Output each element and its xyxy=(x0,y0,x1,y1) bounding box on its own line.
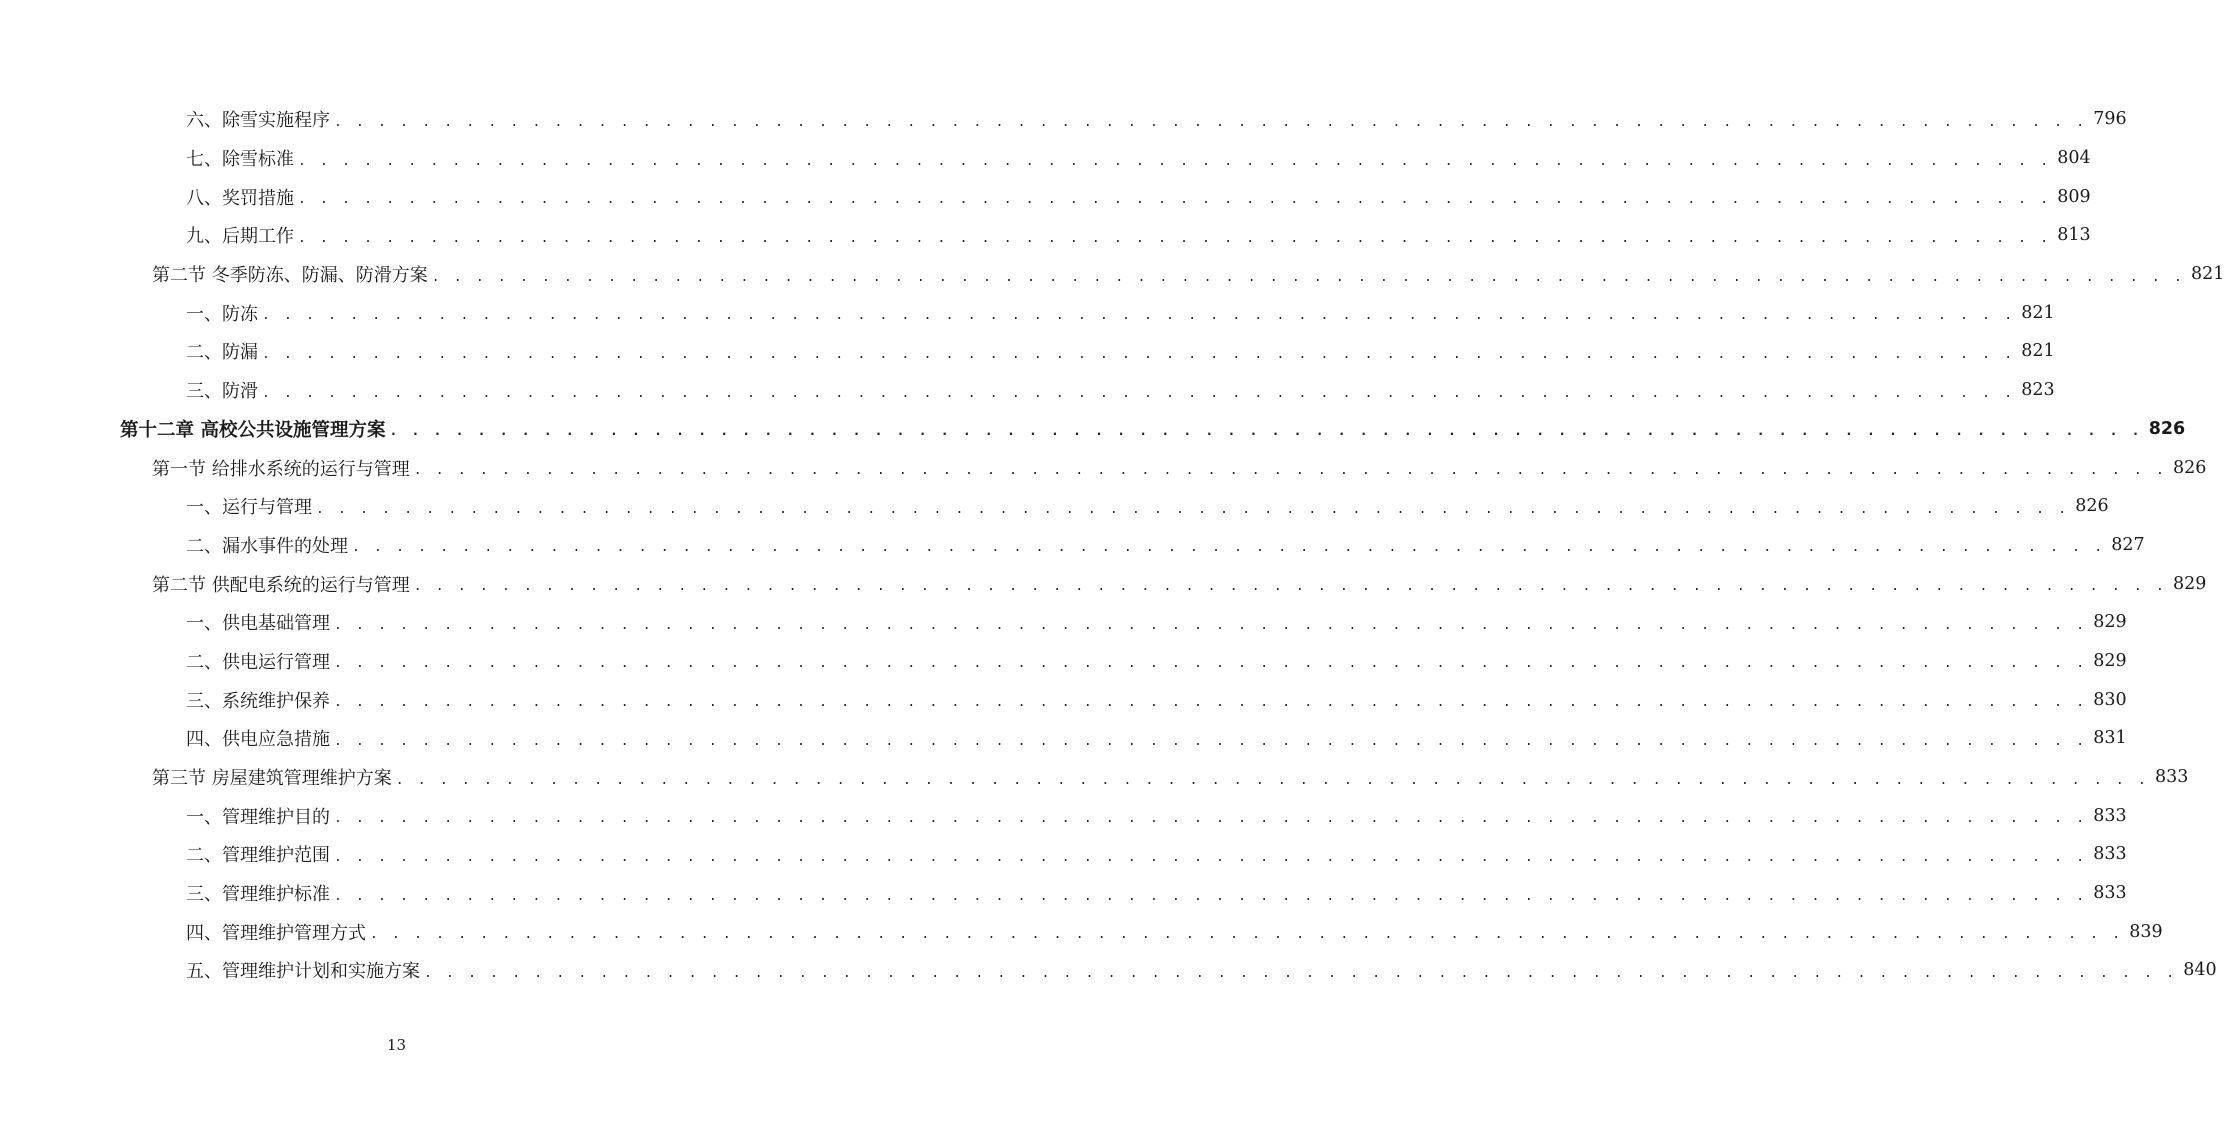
dot-leader: . . . . . . . . . . . . . . . . . . . . . . . . . . . . . . . . . . . . . . . . . . . . . . . . . . . . . . . . . . . . . . . . . . . . . . . . . . . . . . . . xyxy=(334,617,2088,633)
dot-leader: . . . . . . . . . . . . . . . . . . . . . . . . . . . . . . . . . . . . . . . . . . . . . . . . . . . . . . . . . . . . . . . . . . . . . . . . . . . . . . . . xyxy=(413,579,2167,595)
dot-leader: . . . . . . . . . . . . . . . . . . . . . . . . . . . . . . . . . . . . . . . . . . . . . . . . . . . . . . . . . . . . . . . . . . . . . . . . . . . . . . . . xyxy=(298,153,2052,169)
toc-entry-page: 829 xyxy=(2172,573,2207,594)
toc-entry-title: 第二节 冬季防冻、防漏、防滑方案 xyxy=(152,261,432,287)
toc-entry-title: 八、奖罚措施 xyxy=(186,184,298,210)
dot-leader: . . . . . . . . . . . . . . . . . . . . . . . . . . . . . . . . . . . . . . . . . . . . . . . . . . . . . . . . . . . . . . . . . . . . . . . . . . . . . . . . xyxy=(262,346,2016,362)
dot-leader: . . . . . . . . . . . . . . . . . . . . . . . . . . . . . . . . . . . . . . . . . . . . . . . . . . . . . . . . . . . . . . . . . . . . . . . . . . . . . . . . xyxy=(262,385,2016,401)
toc-entry-page: 833 xyxy=(2093,805,2127,826)
toc-entry-section[interactable] xyxy=(152,255,2224,294)
toc-entry-page: 809 xyxy=(2057,186,2091,207)
toc-entry-title: 五、管理维护计划和实施方案 xyxy=(186,957,424,983)
table-of-contents xyxy=(0,100,2224,990)
toc-entry-item[interactable] xyxy=(186,912,2163,951)
toc-entry-page: 831 xyxy=(2093,728,2127,749)
toc-entry-item[interactable] xyxy=(186,603,2127,642)
toc-entry-page: 829 xyxy=(2093,612,2127,633)
dot-leader: . . . . . . . . . . . . . . . . . . . . . . . . . . . . . . . . . . . . . . . . . . . . . . . . . . . . . . . . . . . . . . . . . . . . . . . . . . . . . . . . xyxy=(370,927,2124,943)
toc-entry-page: 833 xyxy=(2093,844,2127,865)
toc-entry-item[interactable] xyxy=(186,332,2055,371)
dot-leader: . . . . . . . . . . . . . . . . . . . . . . . . . . . . . . . . . . . . . . . . . . . . . . . . . . . . . . . . . . . . . . . . . . . . . . . . . . . . . . . . xyxy=(334,695,2088,711)
toc-entry-section[interactable] xyxy=(152,564,2207,603)
toc-entry-page: 796 xyxy=(2093,109,2127,130)
toc-entry-item[interactable] xyxy=(186,796,2127,835)
toc-entry-item[interactable] xyxy=(186,874,2127,913)
dot-leader: . . . . . . . . . . . . . . . . . . . . . . . . . . . . . . . . . . . . . . . . . . . . . . . . . . . . . . . . . . . . . . . . . . . . . . . . . . . . . . . . xyxy=(424,965,2178,981)
toc-entry-item[interactable] xyxy=(186,719,2127,758)
toc-entry-title: 二、漏水事件的处理 xyxy=(186,532,352,558)
dot-leader: . . . . . . . . . . . . . . . . . . . . . . . . . . . . . . . . . . . . . . . . . . . . . . . . . . . . . . . . . . . . . . . . . . . . . . . . . . . . . . . . xyxy=(413,463,2167,479)
toc-entry-item[interactable] xyxy=(186,371,2055,410)
toc-entry-title: 三、管理维护标准 xyxy=(186,880,334,906)
toc-entry-title: 七、除雪标准 xyxy=(186,145,298,171)
toc-entry-page: 826 xyxy=(2172,457,2207,478)
dot-leader: . . . . . . . . . . . . . . . . . . . . . . . . . . . . . . . . . . . . . . . . . . . . . . . . . . . . . . . . . . . . . . . . . . . . . . . . . . . . . . . . xyxy=(395,772,2149,788)
toc-entry-section[interactable] xyxy=(152,758,2189,797)
dot-leader: . . . . . . . . . . . . . . . . . . . . . . . . . . . . . . . . . . . . . . . . . . . . . . . . . . . . . . . . . . . . . . . . . . . . . . . . . . . . . . . . xyxy=(334,811,2088,827)
toc-entry-title: 一、管理维护目的 xyxy=(186,803,334,829)
toc-entry-page: 823 xyxy=(2021,380,2055,401)
toc-entry-item[interactable] xyxy=(186,680,2127,719)
toc-entry-item[interactable] xyxy=(186,216,2091,255)
toc-entry-title: 第十二章 高校公共设施管理方案 xyxy=(120,416,389,442)
dot-leader: . . . . . . . . . . . . . . . . . . . . . . . . . . . . . . . . . . . . . . . . . . . . . . . . . . . . . . . . . . . . . . . . . . . . . . . . . . . . . . . . xyxy=(334,849,2088,865)
toc-entry-page: 826 xyxy=(2148,418,2186,439)
toc-entry-title: 第一节 给排水系统的运行与管理 xyxy=(152,455,414,481)
toc-entry-title: 三、系统维护保养 xyxy=(186,687,334,713)
dot-leader: . . . . . . . . . . . . . . . . . . . . . . . . . . . . . . . . . . . . . . . . . . . . . . . . . . . . . . . . . . . . . . . . . . . . . . . . . . . . . . . . xyxy=(389,424,2143,440)
toc-entry-title: 一、供电基础管理 xyxy=(186,609,334,635)
toc-entry-title: 四、管理维护管理方式 xyxy=(186,919,370,945)
toc-entry-page: 821 xyxy=(2021,341,2055,362)
toc-entry-chapter[interactable] xyxy=(120,410,2186,449)
dot-leader: . . . . . . . . . . . . . . . . . . . . . . . . . . . . . . . . . . . . . . . . . . . . . . . . . . . . . . . . . . . . . . . . . . . . . . . . . . . . . . . . xyxy=(316,501,2070,517)
dot-leader: . . . . . . . . . . . . . . . . . . . . . . . . . . . . . . . . . . . . . . . . . . . . . . . . . . . . . . . . . . . . . . . . . . . . . . . . . . . . . . . . xyxy=(352,540,2106,556)
toc-entry-title: 二、防漏 xyxy=(186,338,262,364)
dot-leader: . . . . . . . . . . . . . . . . . . . . . . . . . . . . . . . . . . . . . . . . . . . . . . . . . . . . . . . . . . . . . . . . . . . . . . . . . . . . . . . . xyxy=(334,733,2088,749)
toc-entry-title: 六、除雪实施程序 xyxy=(186,106,334,132)
toc-entry-item[interactable] xyxy=(186,526,2145,565)
toc-entry-title: 四、供电应急措施 xyxy=(186,725,334,751)
dot-leader: . . . . . . . . . . . . . . . . . . . . . . . . . . . . . . . . . . . . . . . . . . . . . . . . . . . . . . . . . . . . . . . . . . . . . . . . . . . . . . . . xyxy=(334,888,2088,904)
toc-entry-item[interactable] xyxy=(186,139,2091,178)
toc-entry-page: 833 xyxy=(2093,883,2127,904)
toc-entry-item[interactable] xyxy=(186,835,2127,874)
toc-entry-item[interactable] xyxy=(186,100,2127,139)
toc-entry-title: 第三节 房屋建筑管理维护方案 xyxy=(152,764,396,790)
toc-entry-title: 一、运行与管理 xyxy=(186,493,316,519)
toc-entry-page: 821 xyxy=(2021,302,2055,323)
toc-entry-page: 827 xyxy=(2111,534,2145,555)
toc-entry-page: 830 xyxy=(2093,689,2127,710)
dot-leader: . . . . . . . . . . . . . . . . . . . . . . . . . . . . . . . . . . . . . . . . . . . . . . . . . . . . . . . . . . . . . . . . . . . . . . . . . . . . . . . . xyxy=(298,230,2052,246)
toc-entry-title: 一、防冻 xyxy=(186,300,262,326)
dot-leader: . . . . . . . . . . . . . . . . . . . . . . . . . . . . . . . . . . . . . . . . . . . . . . . . . . . . . . . . . . . . . . . . . . . . . . . . . . . . . . . . xyxy=(431,269,2185,285)
dot-leader: . . . . . . . . . . . . . . . . . . . . . . . . . . . . . . . . . . . . . . . . . . . . . . . . . . . . . . . . . . . . . . . . . . . . . . . . . . . . . . . . xyxy=(298,192,2052,208)
toc-entry-page: 833 xyxy=(2154,767,2189,788)
toc-entry-item[interactable] xyxy=(186,642,2127,681)
toc-entry-title: 九、后期工作 xyxy=(186,222,298,248)
dot-leader: . . . . . . . . . . . . . . . . . . . . . . . . . . . . . . . . . . . . . . . . . . . . . . . . . . . . . . . . . . . . . . . . . . . . . . . . . . . . . . . . xyxy=(262,308,2016,324)
toc-entry-page: 840 xyxy=(2183,960,2217,981)
toc-entry-section[interactable] xyxy=(152,448,2207,487)
toc-entry-title: 第二节 供配电系统的运行与管理 xyxy=(152,571,414,597)
dot-leader: . . . . . . . . . . . . . . . . . . . . . . . . . . . . . . . . . . . . . . . . . . . . . . . . . . . . . . . . . . . . . . . . . . . . . . . . . . . . . . . . xyxy=(334,114,2088,130)
toc-entry-page: 839 xyxy=(2129,921,2163,942)
toc-entry-page: 829 xyxy=(2093,650,2127,671)
toc-entry-title: 三、防滑 xyxy=(186,377,262,403)
toc-entry-item[interactable] xyxy=(186,177,2091,216)
page-number: 13 xyxy=(386,1036,407,1054)
toc-entry-page: 804 xyxy=(2057,148,2091,169)
toc-entry-title: 二、管理维护范围 xyxy=(186,841,334,867)
toc-entry-item[interactable] xyxy=(186,293,2055,332)
toc-entry-title: 二、供电运行管理 xyxy=(186,648,334,674)
toc-entry-item[interactable] xyxy=(186,951,2217,990)
toc-entry-item[interactable] xyxy=(186,487,2109,526)
toc-entry-page: 813 xyxy=(2057,225,2091,246)
toc-entry-page: 826 xyxy=(2075,496,2109,517)
toc-entry-page: 821 xyxy=(2190,264,2224,285)
dot-leader: . . . . . . . . . . . . . . . . . . . . . . . . . . . . . . . . . . . . . . . . . . . . . . . . . . . . . . . . . . . . . . . . . . . . . . . . . . . . . . . . xyxy=(334,656,2088,672)
